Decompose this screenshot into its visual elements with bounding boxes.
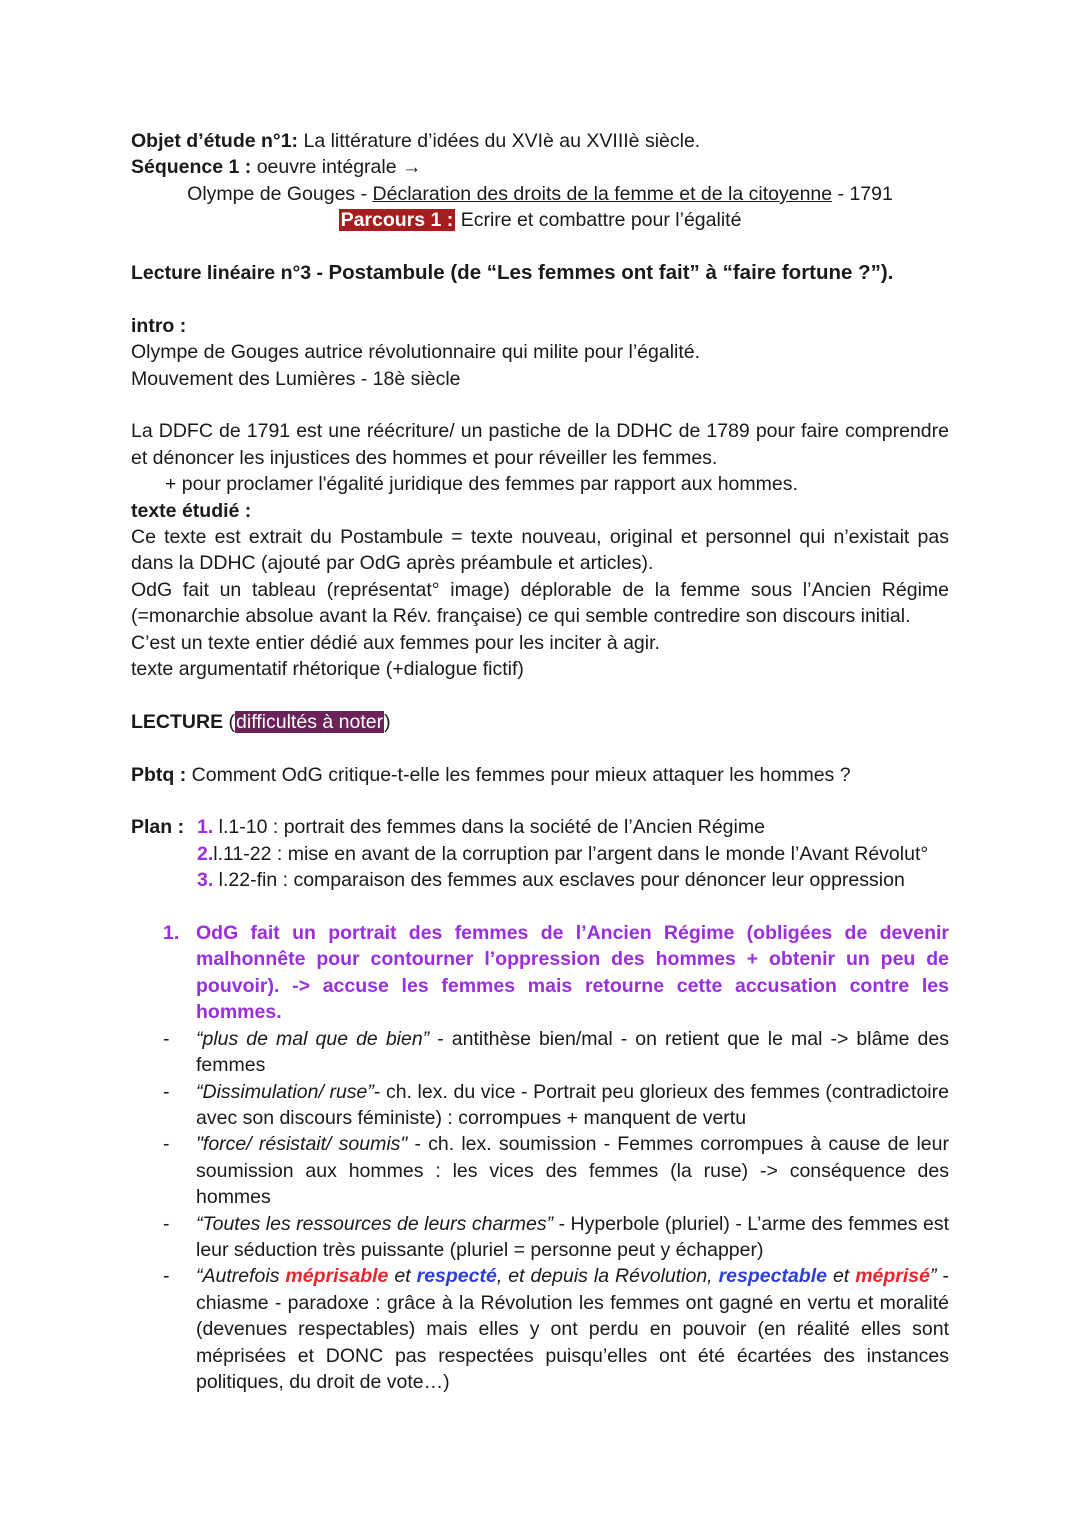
plan-item-num: 1. bbox=[197, 816, 214, 839]
lecture-label: LECTURE bbox=[131, 710, 224, 733]
list-quote: “plus de mal que de bien” bbox=[196, 1027, 430, 1050]
word-meprise: méprisé bbox=[855, 1265, 930, 1288]
list-dash: - bbox=[163, 1212, 170, 1235]
work-line bbox=[131, 181, 949, 207]
parcours-line bbox=[131, 207, 949, 233]
pbtq-label: Pbtq : bbox=[131, 763, 187, 786]
list-quote: "force/ résistait/ soumis" bbox=[196, 1133, 408, 1156]
list-text: - ch. lex. soumission - Femmes corrompues à cause de leur soumission aux hommes : les vices des femmes (la ruse) -> conséquence des hommes bbox=[196, 1133, 949, 1209]
texte-label: texte étudié : bbox=[131, 499, 252, 522]
list-text: - Hyperbole (pluriel) - L’arme des femmes est leur séduction très puissante (pluriel = personne peut y échapper) bbox=[196, 1212, 949, 1261]
intro-label: intro : bbox=[131, 314, 187, 337]
intro-plus-line: + pour proclamer l'égalité juridique des femmes par rapport aux hommes. bbox=[165, 473, 798, 496]
word-respecte: respecté bbox=[416, 1265, 497, 1288]
objet-line bbox=[131, 128, 949, 154]
work-year: - 1791 bbox=[832, 182, 893, 205]
plan-item-text: l.1-10 : portrait des femmes dans la société de l’Ancien Régime bbox=[213, 816, 765, 839]
sequence-text: oeuvre intégrale → bbox=[251, 156, 422, 179]
list-item bbox=[131, 1263, 949, 1395]
plan-item-text: l.22-fin : comparaison des femmes aux esclaves pour dénoncer leur oppression bbox=[213, 869, 905, 892]
plan-item-num: 2. bbox=[197, 842, 214, 865]
texte-paragraph-2: OdG fait un tableau (représentat° image) déplorable de la femme sous l’Ancien Régime (=monarchie absolue avant la Rév. française) ce qui semble contredire son discours initial. bbox=[131, 578, 949, 628]
list-dash: - bbox=[163, 1027, 170, 1050]
list-item bbox=[131, 1079, 949, 1132]
list-item bbox=[131, 1211, 949, 1264]
list-dash: - bbox=[163, 1265, 170, 1288]
word-respectable: respectable bbox=[718, 1265, 827, 1288]
lecture-title bbox=[131, 260, 949, 286]
texte-paragraph-1: Ce texte est extrait du Postambule = texte nouveau, original et personnel qui n’existait pas dans la DDHC (ajouté par OdG après préambule et articles). bbox=[131, 526, 949, 575]
list-item bbox=[131, 1026, 949, 1079]
parcours-text: Ecrire et combattre pour l’égalité bbox=[455, 209, 742, 232]
list-text: - ch. lex. du vice - Portrait peu glorieux des femmes (contradictoire avec son discours féministe) : corrompues + manquent de vertu bbox=[196, 1080, 949, 1129]
lecture-highlight: difficultés à noter bbox=[236, 710, 384, 733]
lecture-line bbox=[131, 709, 949, 735]
sequence-label: Séquence 1 : bbox=[131, 156, 252, 179]
plan-block bbox=[131, 814, 949, 893]
plan-item-num: 3. bbox=[197, 869, 214, 892]
section-1-title: OdG fait un portrait des femmes de l’Ancien Régime (obligées de devenir malhonnête pour contourner l’oppression des hommes + obtenir un peu de pouvoir). -> accuse les femmes mais retourne cette accusation contre les hommes. bbox=[196, 922, 949, 1024]
list-text: - antithèse bien/mal - on retient que le mal -> blâme des femmes bbox=[196, 1027, 949, 1077]
list-dash: - bbox=[163, 1080, 170, 1103]
pbtq-text: Comment OdG critique-t-elle les femmes pour mieux attaquer les hommes ? bbox=[186, 763, 851, 786]
plan-item-text: l.11-22 : mise en avant de la corruption par l’argent dans le monde l’Avant Révolut° bbox=[213, 842, 929, 865]
sequence-line bbox=[131, 154, 949, 180]
document-page bbox=[131, 128, 949, 1395]
intro-line-1: Olympe de Gouges autrice révolutionnaire qui milite pour l’égalité. bbox=[131, 341, 701, 364]
list-item bbox=[131, 1131, 949, 1210]
texte-paragraph-3: C’est un texte entier dédié aux femmes pour les inciter à agir. bbox=[131, 631, 660, 654]
work-author: Olympe de Gouges - bbox=[187, 182, 373, 205]
section-1-num: 1. bbox=[163, 922, 180, 945]
plan-item bbox=[197, 867, 949, 893]
lecture-title-a: Lecture linéaire n°3 - bbox=[131, 262, 329, 285]
plan-label: Plan : bbox=[131, 816, 185, 839]
lecture-title-b: Postambule (de “Les femmes ont fait” à “faire fortune ?”). bbox=[328, 261, 894, 285]
plan-items bbox=[197, 814, 949, 893]
lecture-close: ) bbox=[384, 710, 391, 733]
lecture-open: ( bbox=[223, 710, 236, 733]
list-quote: “Toutes les ressources de leurs charmes” bbox=[196, 1212, 554, 1235]
texte-paragraph-4: texte argumentatif rhétorique (+dialogue fictif) bbox=[131, 658, 524, 681]
objet-label: Objet d’étude n°1: bbox=[131, 130, 299, 152]
objet-text: La littérature d’idées du XVIè au XVIIIè siècle. bbox=[298, 130, 701, 152]
list-quote: “Autrefois méprisable et respecté, et depuis la Révolution, respectable et méprisé” bbox=[196, 1265, 937, 1288]
plan-item bbox=[197, 841, 949, 867]
intro-line-2: Mouvement des Lumières - 18è siècle bbox=[131, 367, 461, 390]
work-title: Déclaration des droits de la femme et de la citoyenne bbox=[372, 182, 833, 205]
parcours-label: Parcours 1 : bbox=[340, 209, 454, 232]
pbtq-line bbox=[131, 762, 949, 788]
word-meprisable: méprisable bbox=[285, 1265, 389, 1288]
list-text: - chiasme - paradoxe : grâce à la Révolution les femmes ont gagné en vertu et moralité (devenues respectables) mais elles y ont perdu en pouvoir (en réalité elles sont méprisées et DONC pas respectées puisqu’elles ont été écartées des instances politiques, du droit de vote…) bbox=[196, 1265, 949, 1393]
plan-item bbox=[197, 814, 949, 840]
intro-paragraph: La DDFC de 1791 est une réécriture/ un pastiche de la DDHC de 1789 pour faire comprendre et dénoncer les injustices des hommes et pour réveiller les femmes. bbox=[131, 420, 949, 469]
section-1-heading bbox=[131, 920, 949, 1026]
list-quote: “Dissimulation/ ruse” bbox=[196, 1080, 374, 1103]
list-dash: - bbox=[163, 1133, 170, 1156]
